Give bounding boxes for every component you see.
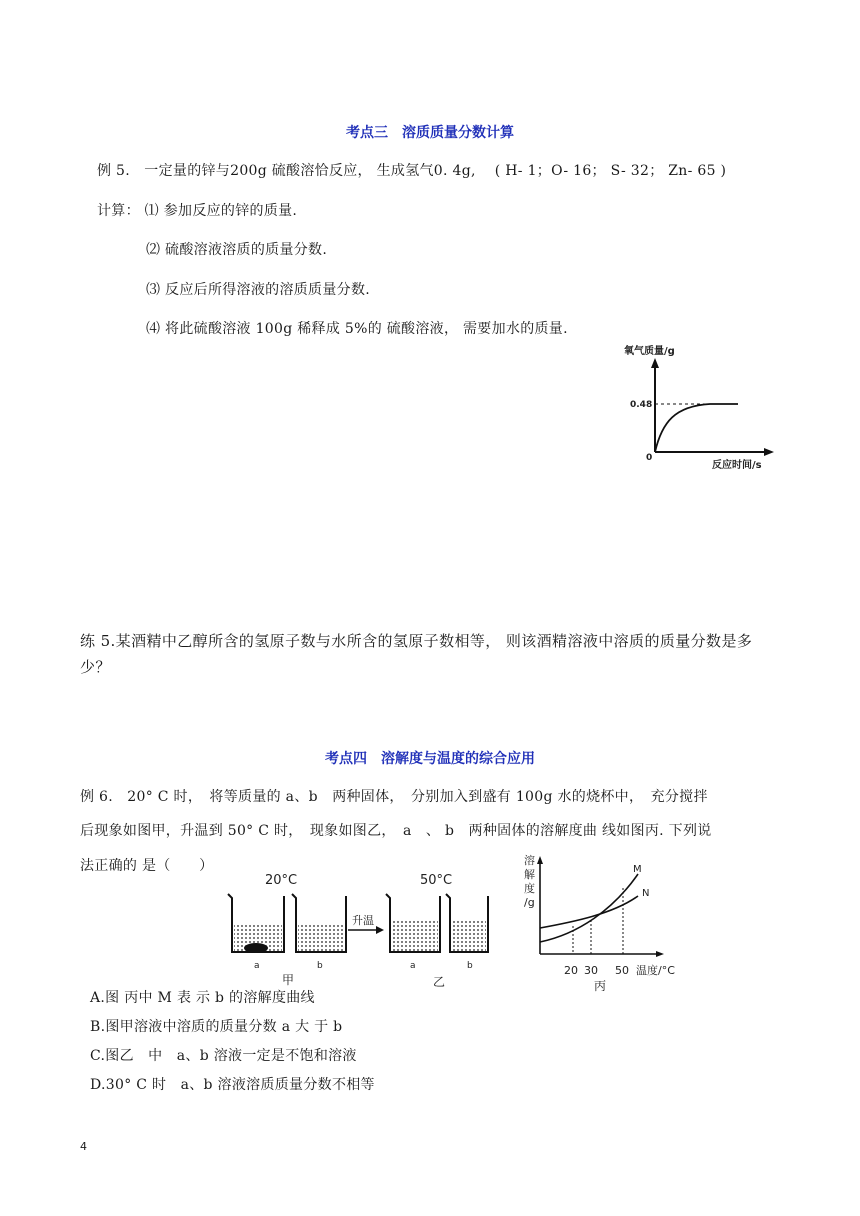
question-2: ⑵ 硫酸溶液溶质的质量分数.	[146, 242, 328, 258]
chart-xlabel: 反应时间/s	[712, 460, 762, 470]
figure-bing-label: 丙	[594, 979, 607, 993]
curve-xtick-20: 20	[564, 964, 578, 977]
question-3: ⑶ 反应后所得溶液的溶质质量分数.	[146, 282, 370, 298]
figure-jia-label: 甲	[282, 973, 295, 987]
example-5-intro: 例 5. 一定量的锌与200g 硫酸溶恰反应， 生成氢气0. 4g, ( H- 1；O- 16； S- 32； Zn- 65 )	[97, 163, 727, 179]
option-d: D.30° C 时 a、b 溶液溶质质量分数不相等	[90, 1077, 375, 1093]
section-4-title: 考点四 溶解度与温度的综合应用	[325, 751, 535, 767]
chart-origin: 0	[646, 453, 653, 463]
curve-y-arrow	[537, 856, 543, 864]
temp-50-label: 50°C	[420, 873, 453, 888]
curve-ylabel-4: /g	[524, 896, 535, 909]
curve-xtick-50: 50	[615, 964, 629, 977]
option-c: C.图乙 中 a、b 溶液一定是不饱和溶液	[90, 1048, 357, 1064]
chart-x-arrow	[764, 448, 774, 456]
beaker-b-label-right: b	[467, 961, 473, 971]
beaker-a-50c	[386, 894, 440, 952]
chart-y-arrow	[651, 358, 659, 368]
curve-ylabel-1: 溶	[524, 854, 535, 867]
beaker-b-20c	[292, 894, 346, 952]
example-6-line-2: 后现象如图甲，升温到 50° C 时， 现象如图乙， a 、 b 两种固体的溶解度曲 线如图丙. 下列说	[80, 823, 712, 839]
beakers-figure	[220, 868, 495, 990]
beaker-b-label-left: b	[317, 961, 323, 971]
calc-label	[97, 200, 297, 220]
curve-xtick-30: 30	[584, 964, 598, 977]
chart-curve	[655, 404, 738, 452]
curve-ylabel-2: 解	[524, 868, 535, 881]
curve-n-label: N	[642, 888, 650, 899]
arrow-label: 升温	[352, 914, 374, 927]
option-a: A.图 丙中 M 表 示 b 的溶解度曲线	[90, 990, 315, 1006]
curve-x-arrow	[656, 951, 664, 957]
chart-ytick: 0.48	[630, 400, 653, 410]
temp-20-label: 20°C	[265, 873, 298, 888]
curve-m-label: M	[633, 864, 642, 875]
example-6-line-1: 例 6. 20° C 时， 将等质量的 a、b 两种固体， 分别加入到盛有 100g 水的烧杯中， 充分搅拌	[80, 789, 708, 805]
practice-5: 练 5.某酒精中乙醇所含的氢原子数与水所含的氢原子数相等， 则该酒精溶液中溶质的质量分数是多少？	[80, 632, 753, 676]
figure-yi-label: 乙	[433, 975, 446, 989]
heating-arrowhead	[376, 926, 384, 934]
beaker-b-50c	[446, 894, 488, 952]
calc-label-text: 计算：	[97, 203, 140, 219]
question-1: ⑴ 参加反应的锌的质量.	[144, 203, 298, 219]
curve-ylabel-3: 度	[524, 882, 535, 895]
oxygen-mass-chart	[620, 342, 790, 470]
beaker-a-label-left: a	[254, 961, 260, 971]
chart-ylabel: 氧气质量/g	[624, 346, 675, 357]
page-number: 4	[80, 1140, 87, 1153]
example-6-line-3: 法正确的 是（ ）	[80, 858, 214, 874]
section-3-title: 考点三 溶质质量分数计算	[346, 125, 514, 141]
solubility-chart	[518, 850, 693, 995]
beaker-a-20c	[228, 894, 284, 953]
curve-xlabel: 温度/°C	[636, 964, 675, 977]
option-b: B.图甲溶液中溶质的质量分数 a 大 于 b	[90, 1019, 343, 1035]
question-4: ⑷ 将此硫酸溶液 100g 稀释成 5%的 硫酸溶液， 需要加水的质量.	[146, 321, 568, 337]
beaker-a-label-right: a	[410, 961, 416, 971]
